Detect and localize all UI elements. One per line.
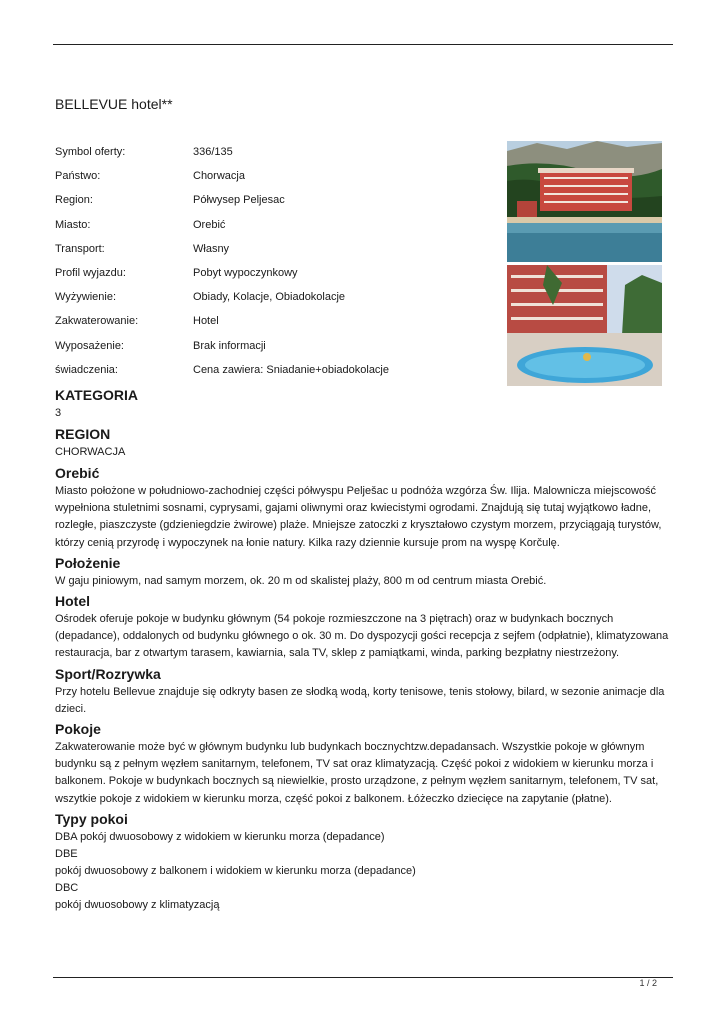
- section-heading-kategoria: KATEGORIA: [55, 387, 138, 403]
- fact-label: Profil wyjazdu:: [55, 267, 126, 280]
- fact-value: Pobyt wypoczynkowy: [193, 267, 298, 280]
- fact-row: [55, 334, 495, 358]
- fact-value: Hotel: [193, 315, 219, 328]
- section-heading-hotel: Hotel: [55, 593, 90, 610]
- fact-value: Obiady, Kolacje, Obiadokolacje: [193, 291, 346, 304]
- fact-label: Wyżywienie:: [55, 291, 117, 304]
- hotel-pool-photo: [507, 265, 662, 386]
- fact-label: świadczenia:: [55, 363, 118, 376]
- fact-label: Państwo:: [55, 170, 101, 183]
- room-type-line: DBC: [55, 882, 79, 895]
- fact-row: [55, 358, 495, 382]
- section-text-kategoria: 3: [55, 407, 62, 419]
- fact-label: Miasto:: [55, 218, 91, 231]
- fact-value: Orebić: [193, 218, 226, 231]
- fact-row: [55, 237, 495, 261]
- section-text-sport: Przy hotelu Bellevue znajduje się odkryty basen ze słodką wodą, korty tenisowe, tenis stołowy, bilard, w sezonie animacje dla dzieci.: [55, 685, 665, 715]
- fact-row: [55, 164, 495, 188]
- fact-label: Symbol oferty:: [55, 146, 126, 159]
- section-heading-orebic: Orebić: [55, 465, 100, 481]
- fact-label: Wyposażenie:: [55, 339, 124, 352]
- room-type-line: DBA pokój dwuosobowy z widokiem w kierunku morza (depadance): [55, 830, 385, 843]
- room-type-line: pokój dwuosobowy z klimatyzacją: [55, 899, 220, 912]
- section-heading-region: REGION: [55, 426, 111, 442]
- fact-value: Chorwacja: [193, 170, 245, 183]
- fact-label: Zakwaterowanie:: [55, 315, 139, 328]
- fact-row: [55, 285, 495, 309]
- page-title: BELLEVUE hotel**: [55, 96, 173, 112]
- fact-value: Półwysep Peljesac: [193, 194, 285, 207]
- fact-row: [55, 140, 495, 164]
- room-type-line: pokój dwuosobowy z balkonem i widokiem w kierunku morza (depadance): [55, 865, 416, 878]
- fact-value: Cena zawiera: Sniadanie+obiadokolacje: [193, 363, 389, 376]
- bottom-rule: [53, 977, 673, 978]
- hotel-exterior-photo: [507, 141, 662, 262]
- section-text-polozenie: W gaju piniowym, nad samym morzem, ok. 20 m od skalistej plaży, 800 m od centrum miasta Orebić.: [55, 574, 547, 587]
- fact-label: Region:: [55, 194, 93, 207]
- section-text-pokoje: Zakwaterowanie może być w głównym budynku lub budynkach bocznychtzw.depadansach. Wszystkie pokoje w głównym budynku są z pełnym węzłem sanitarnym, telefonem, TV sat oraz klimatyzacją. Część pokoi z widokiem w kierunku morza i balkonem. Pokoje w budynkach bocznych są niewielkie, prosto urządzone, z pełnym węzłem sanitarnym, telefonem, TV sat, wszytkie pokoje z widokiem w kierunku morza, część pokoi z balkonem. Łóżeczko dziecięce na zapytanie (płatne).: [55, 741, 659, 805]
- fact-value: Brak informacji: [193, 339, 266, 352]
- fact-row: [55, 261, 495, 285]
- section-heading-polozenie: Położenie: [55, 554, 121, 571]
- section-heading-sport: Sport/Rozrywka: [55, 665, 161, 682]
- room-types-list: [55, 829, 670, 914]
- section-heading-pokoje: Pokoje: [55, 721, 101, 738]
- room-type-line: DBE: [55, 847, 78, 860]
- page-number: 1 / 2: [639, 978, 657, 988]
- top-rule: [53, 44, 673, 45]
- section-text-hotel: Ośrodek oferuje pokoje w budynku głównym (54 pokoje rozmieszczone na 3 piętrach) oraz w budynkach bocznych (depadance), oddalonych od budynku głównego o ok. 30 m. Do dyspozycji gości recepcja z sejfem (odpłatnie), klimatyzowana restauracja, bar z otwartym tarasem, kawiarnia, sala TV, sklep z pamiątkami, winda, parking bezpłatny niestrzeżony.: [55, 613, 669, 660]
- offer-description: [55, 384, 670, 914]
- section-text-region: CHORWACJA: [55, 446, 126, 458]
- fact-row: [55, 309, 495, 333]
- section-heading-typy-pokoi: Typy pokoi: [55, 810, 128, 827]
- fact-row: [55, 188, 495, 212]
- section-text-orebic: Miasto położone w południowo-zachodniej części półwyspu Pelješac u podnóża wzgórza Św. Ilija. Malownicza miejscowość wypełniona stuletnimi sosnami, cyprysami, gajami oliwnymi oraz kwiecistymi ogrodami. Znajdują się tutaj wyjątkowo ładne, rozległe, piaszczyste (gdzieniegdzie żwirowe) plaże. Mniejsze zatoczki z kryształowo czystym morzem, przyciągają turystów, którzy cenią przyrodę i wypoczynek na łonie natury. Kilka razy dziennie kursuje prom na wyspę Korčulę.: [55, 485, 662, 549]
- fact-row: [55, 213, 495, 237]
- fact-label: Transport:: [55, 242, 105, 255]
- fact-value: Własny: [193, 242, 230, 255]
- fact-value: 336/135: [193, 146, 233, 159]
- offer-facts-table: [55, 140, 495, 382]
